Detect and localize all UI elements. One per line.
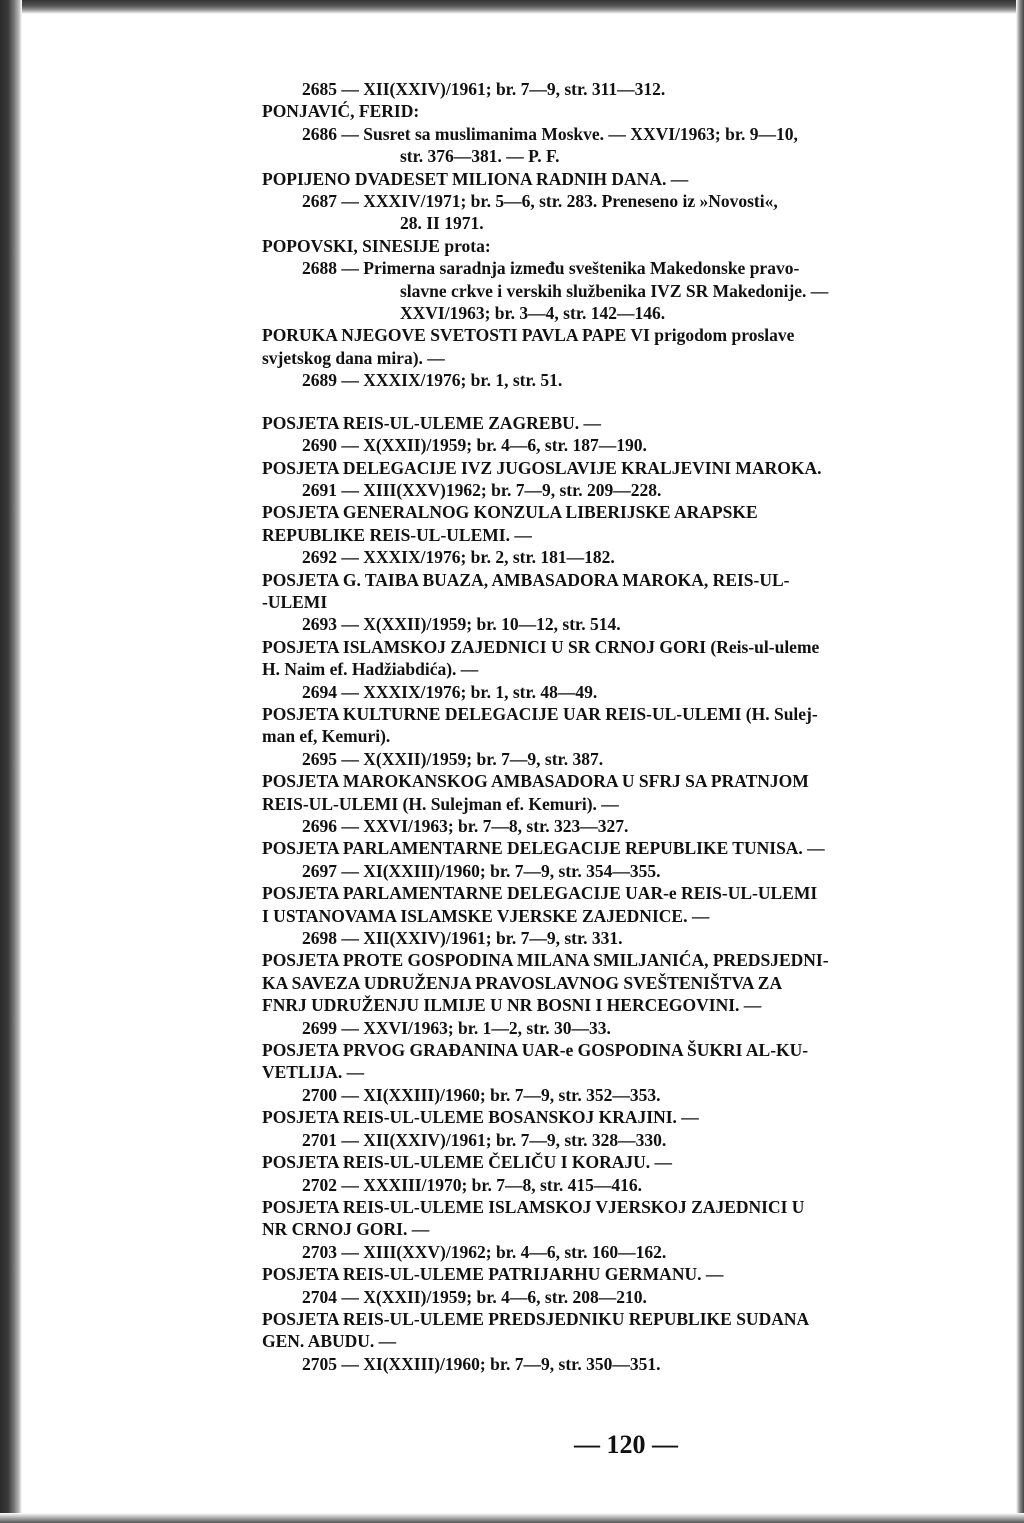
reference-line: XXVI/1963; br. 3—4, str. 142—146. <box>400 303 666 324</box>
reference-line: 2704 — X(XXII)/1959; br. 4—6, str. 208—210. <box>302 1286 647 1307</box>
entry-reference <box>262 1084 992 1106</box>
reference-line: 2688 — Primerna saradnja između sveštenika Makedonske pravo- <box>302 258 800 279</box>
entry-reference <box>262 860 992 882</box>
heading-line: -ULEMI <box>262 591 328 612</box>
entry-heading <box>262 636 992 681</box>
heading-line: POSJETA DELEGACIJE IVZ JUGOSLAVIJE KRALJEVINI MAROKA. <box>262 457 822 478</box>
reference-line: 2700 — XI(XXIII)/1960; br. 7—9, str. 352—353. <box>302 1084 661 1105</box>
reference-line: 2686 — Susret sa muslimanima Moskve. — XXVI/1963; br. 9—10, <box>302 123 798 144</box>
heading-line: POSJETA REIS-UL-ULEME ČELIČU I KORAJU. — <box>262 1152 673 1173</box>
heading-line: POPOVSKI, SINESIJE prota: <box>262 235 491 256</box>
heading-line: KA SAVEZA UDRUŽENJA PRAVOSLAVNOG SVEŠTENIŠTVA ZA <box>262 972 783 993</box>
entry-heading <box>262 1039 992 1084</box>
heading-line: POSJETA ISLAMSKOJ ZAJEDNICI U SR CRNOJ GORI (Reis-ul-uleme <box>262 636 820 657</box>
heading-line: NR CRNOJ GORI. — <box>262 1219 430 1240</box>
entry-heading <box>262 412 992 434</box>
heading-line: REPUBLIKE REIS-UL-ULEMI. — <box>262 524 532 545</box>
bibliography-page <box>262 78 992 1375</box>
reference-line: 2692 — XXXIX/1976; br. 2, str. 181—182. <box>302 547 615 568</box>
reference-line: 2687 — XXXIV/1971; br. 5—6, str. 283. Preneseno iz »Novosti«, <box>302 191 778 212</box>
entry-reference <box>262 123 992 168</box>
entry-heading <box>262 1196 992 1241</box>
reference-line: 2699 — XXVI/1963; br. 1—2, str. 30—33. <box>302 1017 611 1038</box>
scan-edge-left <box>0 0 22 1523</box>
reference-line: 2703 — XIII(XXV)/1962; br. 4—6, str. 160—162. <box>302 1241 667 1262</box>
entry-reference <box>262 1353 992 1375</box>
page-number: — 120 — <box>574 1430 678 1459</box>
entry-heading <box>262 168 992 190</box>
entry-heading <box>262 882 992 927</box>
heading-line: POSJETA GENERALNOG KONZULA LIBERIJSKE ARAPSKE <box>262 502 758 523</box>
heading-line: H. Naim ef. Hadžiabdića). — <box>262 659 479 680</box>
heading-line: VETLIJA. — <box>262 1062 365 1083</box>
entry-heading <box>262 1308 992 1353</box>
entry-heading <box>262 703 992 748</box>
entry-reference <box>262 1017 992 1039</box>
heading-line: svjetskog dana mira). — <box>262 347 445 368</box>
entry-heading <box>262 837 992 859</box>
entry-reference <box>262 927 992 949</box>
reference-line: 2695 — X(XXII)/1959; br. 7—9, str. 387. <box>302 748 604 769</box>
heading-line: GEN. ABUDU. — <box>262 1331 397 1352</box>
reference-line: 2689 — XXXIX/1976; br. 1, str. 51. <box>302 370 563 391</box>
reference-line: 2701 — XII(XXIV)/1961; br. 7—9, str. 328—330. <box>302 1129 667 1150</box>
heading-line: I USTANOVAMA ISLAMSKE VJERSKE ZAJEDNICE. — <box>262 905 710 926</box>
entry-reference <box>262 369 992 391</box>
heading-line: REIS-UL-ULEMI (H. Sulejman ef. Kemuri). — <box>262 793 619 814</box>
reference-line: 2694 — XXXIX/1976; br. 1, str. 48—49. <box>302 681 598 702</box>
entry-reference <box>262 1241 992 1263</box>
reference-line: 2691 — XIII(XXV)1962; br. 7—9, str. 209—228. <box>302 479 662 500</box>
entry-reference <box>262 681 992 703</box>
heading-line: POSJETA KULTURNE DELEGACIJE UAR REIS-UL-ULEMI (H. Sulej- <box>262 703 818 724</box>
entry-heading <box>262 457 992 479</box>
heading-line: POSJETA G. TAIBA BUAZA, AMBASADORA MAROKA, REIS-UL- <box>262 569 790 590</box>
heading-line: POSJETA PRVOG GRAĐANINA UAR-e GOSPODINA ŠUKRI AL-KU- <box>262 1040 809 1061</box>
reference-line: slavne crkve i verskih službenika IVZ SR Makedonije. — <box>400 280 829 301</box>
heading-line: POSJETA MAROKANSKOG AMBASADORA U SFRJ SA PRATNJOM <box>262 771 809 792</box>
heading-line: POSJETA PARLAMENTARNE DELEGACIJE UAR-e REIS-UL-ULEMI <box>262 883 818 904</box>
heading-line: POSJETA REIS-UL-ULEME PATRIJARHU GERMANU. — <box>262 1264 724 1285</box>
heading-line: POSJETA REIS-UL-ULEME PREDSJEDNIKU REPUBLIKE SUDANA <box>262 1308 810 1329</box>
entry-heading <box>262 235 992 257</box>
heading-line: POSJETA REIS-UL-ULEME ISLAMSKOJ VJERSKOJ ZAJEDNICI U <box>262 1196 805 1217</box>
entry-heading <box>262 100 992 122</box>
scan-edge-bottom <box>0 1513 1024 1523</box>
heading-line: POSJETA REIS-UL-ULEME ZAGREBU. — <box>262 412 602 433</box>
entry-reference <box>262 546 992 568</box>
reference-line: 2690 — X(XXII)/1959; br. 4—6, str. 187—190. <box>302 435 647 456</box>
heading-line: POSJETA PROTE GOSPODINA MILANA SMILJANIĆA, PREDSJEDNI- <box>262 950 829 971</box>
reference-line: 2685 — XII(XXIV)/1961; br. 7—9, str. 311—312. <box>302 79 666 99</box>
entry-reference <box>262 78 992 100</box>
entry-reference <box>262 1174 992 1196</box>
heading-line: man ef, Kemuri). <box>262 726 391 747</box>
heading-line: PONJAVIĆ, FERID: <box>262 101 420 122</box>
heading-line: PORUKA NJEGOVE SVETOSTI PAVLA PAPE VI prigodom proslave <box>262 325 795 346</box>
scan-edge-top <box>0 0 1024 14</box>
scan-edge-right <box>1016 0 1024 1523</box>
entry-heading <box>262 501 992 546</box>
heading-line: POSJETA PARLAMENTARNE DELEGACIJE REPUBLIKE TUNISA. — <box>262 838 825 859</box>
reference-line: 2693 — X(XXII)/1959; br. 10—12, str. 514. <box>302 614 621 635</box>
entry-reference <box>262 257 992 324</box>
entry-heading <box>262 949 992 1016</box>
reference-line: 2698 — XII(XXIV)/1961; br. 7—9, str. 331. <box>302 928 623 949</box>
reference-line: 2702 — XXXIII/1970; br. 7—8, str. 415—416. <box>302 1174 642 1195</box>
entry-reference <box>262 815 992 837</box>
reference-line: 28. II 1971. <box>400 213 484 234</box>
entry-reference <box>262 479 992 501</box>
entry-heading <box>262 1106 992 1128</box>
reference-line: str. 376—381. — P. F. <box>400 146 560 167</box>
entry-heading <box>262 324 992 369</box>
entry-reference <box>262 613 992 635</box>
entry-reference <box>262 748 992 770</box>
reference-line: 2705 — XI(XXIII)/1960; br. 7—9, str. 350—351. <box>302 1353 661 1374</box>
entry-heading <box>262 1263 992 1285</box>
reference-line: 2696 — XXVI/1963; br. 7—8, str. 323—327. <box>302 816 629 836</box>
entry-reference <box>262 1286 992 1308</box>
heading-line: POPIJENO DVADESET MILIONA RADNIH DANA. — <box>262 168 689 189</box>
heading-line: FNRJ UDRUŽENJU ILMIJE U NR BOSNI I HERCEGOVINI. — <box>262 995 762 1016</box>
entry-heading <box>262 1151 992 1173</box>
entry-heading <box>262 569 992 614</box>
heading-line: POSJETA REIS-UL-ULEME BOSANSKOJ KRAJINI. — <box>262 1107 699 1128</box>
entry-reference <box>262 190 992 235</box>
reference-line: 2697 — XI(XXIII)/1960; br. 7—9, str. 354—355. <box>302 860 661 881</box>
entry-heading <box>262 770 992 815</box>
entry-reference <box>262 434 992 456</box>
entry-reference <box>262 1129 992 1151</box>
